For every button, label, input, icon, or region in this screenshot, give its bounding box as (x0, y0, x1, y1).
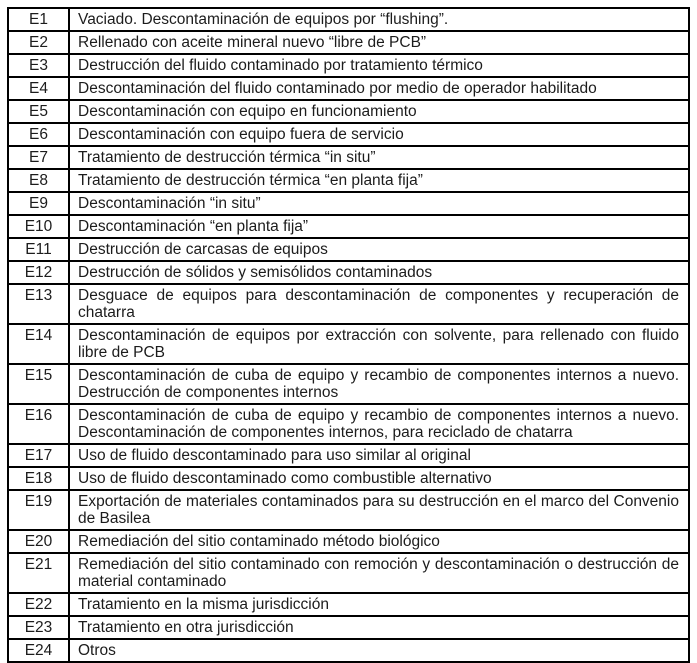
description-cell: Descontaminación de cuba de equipo y recambio de componentes internos a nuevo. Descontaminación de componentes internos, para reciclado de chatarra (69, 404, 689, 444)
table-row (8, 215, 689, 238)
code-cell: E11 (8, 238, 69, 261)
code-cell: E19 (8, 490, 69, 530)
description-cell: Otros (69, 639, 689, 662)
description-cell: Rellenado con aceite mineral nuevo “libre de PCB” (69, 31, 689, 54)
description-cell: Tratamiento en otra jurisdicción (69, 616, 689, 639)
table-row (8, 100, 689, 123)
code-cell: E9 (8, 192, 69, 215)
pcb-treatment-codes-table (7, 7, 690, 663)
table-row (8, 54, 689, 77)
table-row (8, 77, 689, 100)
code-cell: E8 (8, 169, 69, 192)
code-cell: E17 (8, 444, 69, 467)
description-cell: Uso de fluido descontaminado para uso similar al original (69, 444, 689, 467)
table-row (8, 593, 689, 616)
description-cell: Descontaminación de cuba de equipo y recambio de componentes internos a nuevo. Destrucción de componentes internos (69, 364, 689, 404)
table-row (8, 123, 689, 146)
code-cell: E4 (8, 77, 69, 100)
table-row (8, 8, 689, 31)
table-row (8, 192, 689, 215)
code-cell: E18 (8, 467, 69, 490)
description-cell: Remediación del sitio contaminado con remoción y descontaminación o destrucción de material contaminado (69, 553, 689, 593)
description-cell: Tratamiento en la misma jurisdicción (69, 593, 689, 616)
description-cell: Tratamiento de destrucción térmica “en planta fija” (69, 169, 689, 192)
description-cell: Descontaminación con equipo en funcionamiento (69, 100, 689, 123)
description-cell: Vaciado. Descontaminación de equipos por “flushing”. (69, 8, 689, 31)
table-row (8, 169, 689, 192)
code-cell: E16 (8, 404, 69, 444)
table-row (8, 238, 689, 261)
code-cell: E23 (8, 616, 69, 639)
table-row (8, 444, 689, 467)
table-row (8, 404, 689, 444)
code-cell: E3 (8, 54, 69, 77)
description-cell: Descontaminación del fluido contaminado por medio de operador habilitado (69, 77, 689, 100)
table-row (8, 553, 689, 593)
code-cell: E22 (8, 593, 69, 616)
table-row (8, 261, 689, 284)
code-cell: E6 (8, 123, 69, 146)
description-cell: Desguace de equipos para descontaminación de componentes y recuperación de chatarra (69, 284, 689, 324)
code-cell: E7 (8, 146, 69, 169)
code-cell: E5 (8, 100, 69, 123)
code-cell: E15 (8, 364, 69, 404)
description-cell: Uso de fluido descontaminado como combustible alternativo (69, 467, 689, 490)
description-cell: Destrucción de carcasas de equipos (69, 238, 689, 261)
description-cell: Destrucción de sólidos y semisólidos contaminados (69, 261, 689, 284)
table-row (8, 639, 689, 662)
description-cell: Exportación de materiales contaminados para su destrucción en el marco del Convenio de Basilea (69, 490, 689, 530)
description-cell: Tratamiento de destrucción térmica “in situ” (69, 146, 689, 169)
description-cell: Destrucción del fluido contaminado por tratamiento térmico (69, 54, 689, 77)
description-cell: Descontaminación “en planta fija” (69, 215, 689, 238)
table-row (8, 324, 689, 364)
description-cell: Descontaminación de equipos por extracción con solvente, para rellenado con fluido libre de PCB (69, 324, 689, 364)
code-cell: E14 (8, 324, 69, 364)
code-cell: E10 (8, 215, 69, 238)
table-row (8, 616, 689, 639)
table-row (8, 31, 689, 54)
description-cell: Remediación del sitio contaminado método biológico (69, 530, 689, 553)
table-row (8, 364, 689, 404)
table-row (8, 490, 689, 530)
code-cell: E1 (8, 8, 69, 31)
code-cell: E21 (8, 553, 69, 593)
code-cell: E13 (8, 284, 69, 324)
table-row (8, 284, 689, 324)
description-cell: Descontaminación “in situ” (69, 192, 689, 215)
code-cell: E2 (8, 31, 69, 54)
table-body (8, 8, 689, 662)
code-cell: E24 (8, 639, 69, 662)
table-row (8, 530, 689, 553)
table-row (8, 467, 689, 490)
table-row (8, 146, 689, 169)
code-cell: E20 (8, 530, 69, 553)
description-cell: Descontaminación con equipo fuera de servicio (69, 123, 689, 146)
code-cell: E12 (8, 261, 69, 284)
